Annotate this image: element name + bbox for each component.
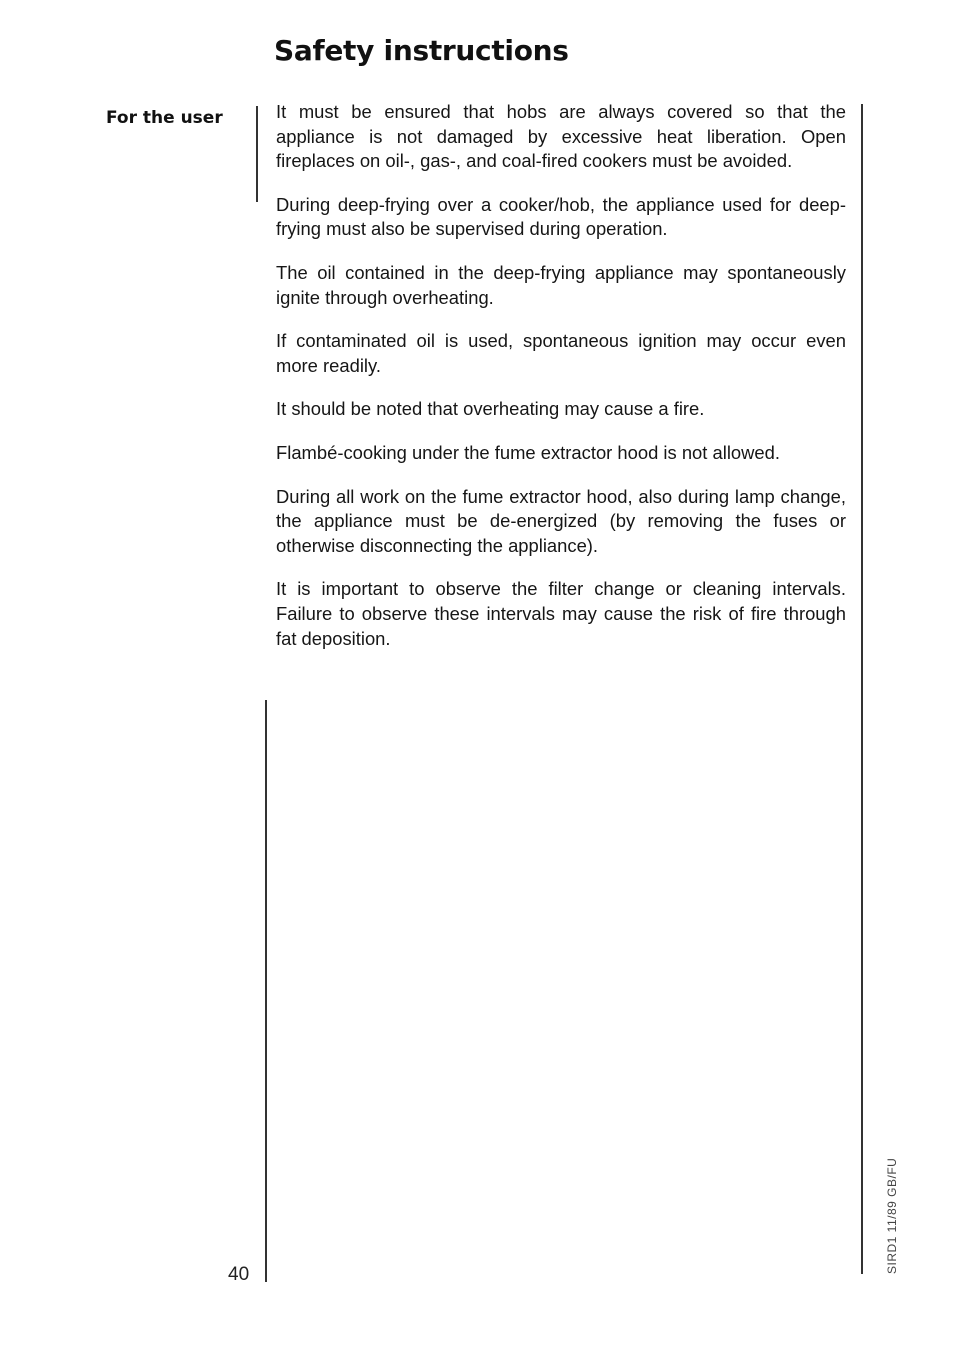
instruction-paragraph: It should be noted that overheating may cause a fire. [276, 398, 705, 420]
document-code: SIRD1 11/89 GB/FU [885, 1157, 899, 1274]
instruction-paragraph: The oil contained in the deep-frying appliance may spontaneously ignite through overheating. [276, 261, 846, 308]
instructions-body [276, 100, 846, 670]
instruction-paragraph: During all work on the fume extractor hood, also during lamp change, the appliance must be de-energized (by removing the fuses or otherwise disconnecting the appliance). [276, 485, 846, 556]
section-label: For the user [106, 108, 223, 128]
left-divider-rule-lower [265, 700, 267, 1282]
instruction-paragraph: It is important to observe the filter change or cleaning intervals. Failure to observe these intervals may cause the risk of fire through fat deposition. [276, 578, 846, 649]
instruction-paragraph: Flambé-cooking under the fume extractor hood is not allowed. [276, 441, 780, 463]
right-margin-rule [861, 104, 863, 1274]
page-number: 40 [228, 1264, 250, 1285]
instruction-paragraph: It must be ensured that hobs are always covered so that the appliance is not damaged by excessive heat liberation. Open fireplaces on oil-, gas-, and coal-fired cookers must be avoided. [276, 101, 846, 172]
left-divider-rule [256, 106, 258, 202]
page-title: Safety instructions [274, 34, 569, 67]
instruction-paragraph: If contaminated oil is used, spontaneous ignition may occur even more readily. [276, 330, 846, 376]
instruction-paragraph: During deep-frying over a cooker/hob, the appliance used for deep-frying must also be supervised during operation. [276, 193, 846, 240]
